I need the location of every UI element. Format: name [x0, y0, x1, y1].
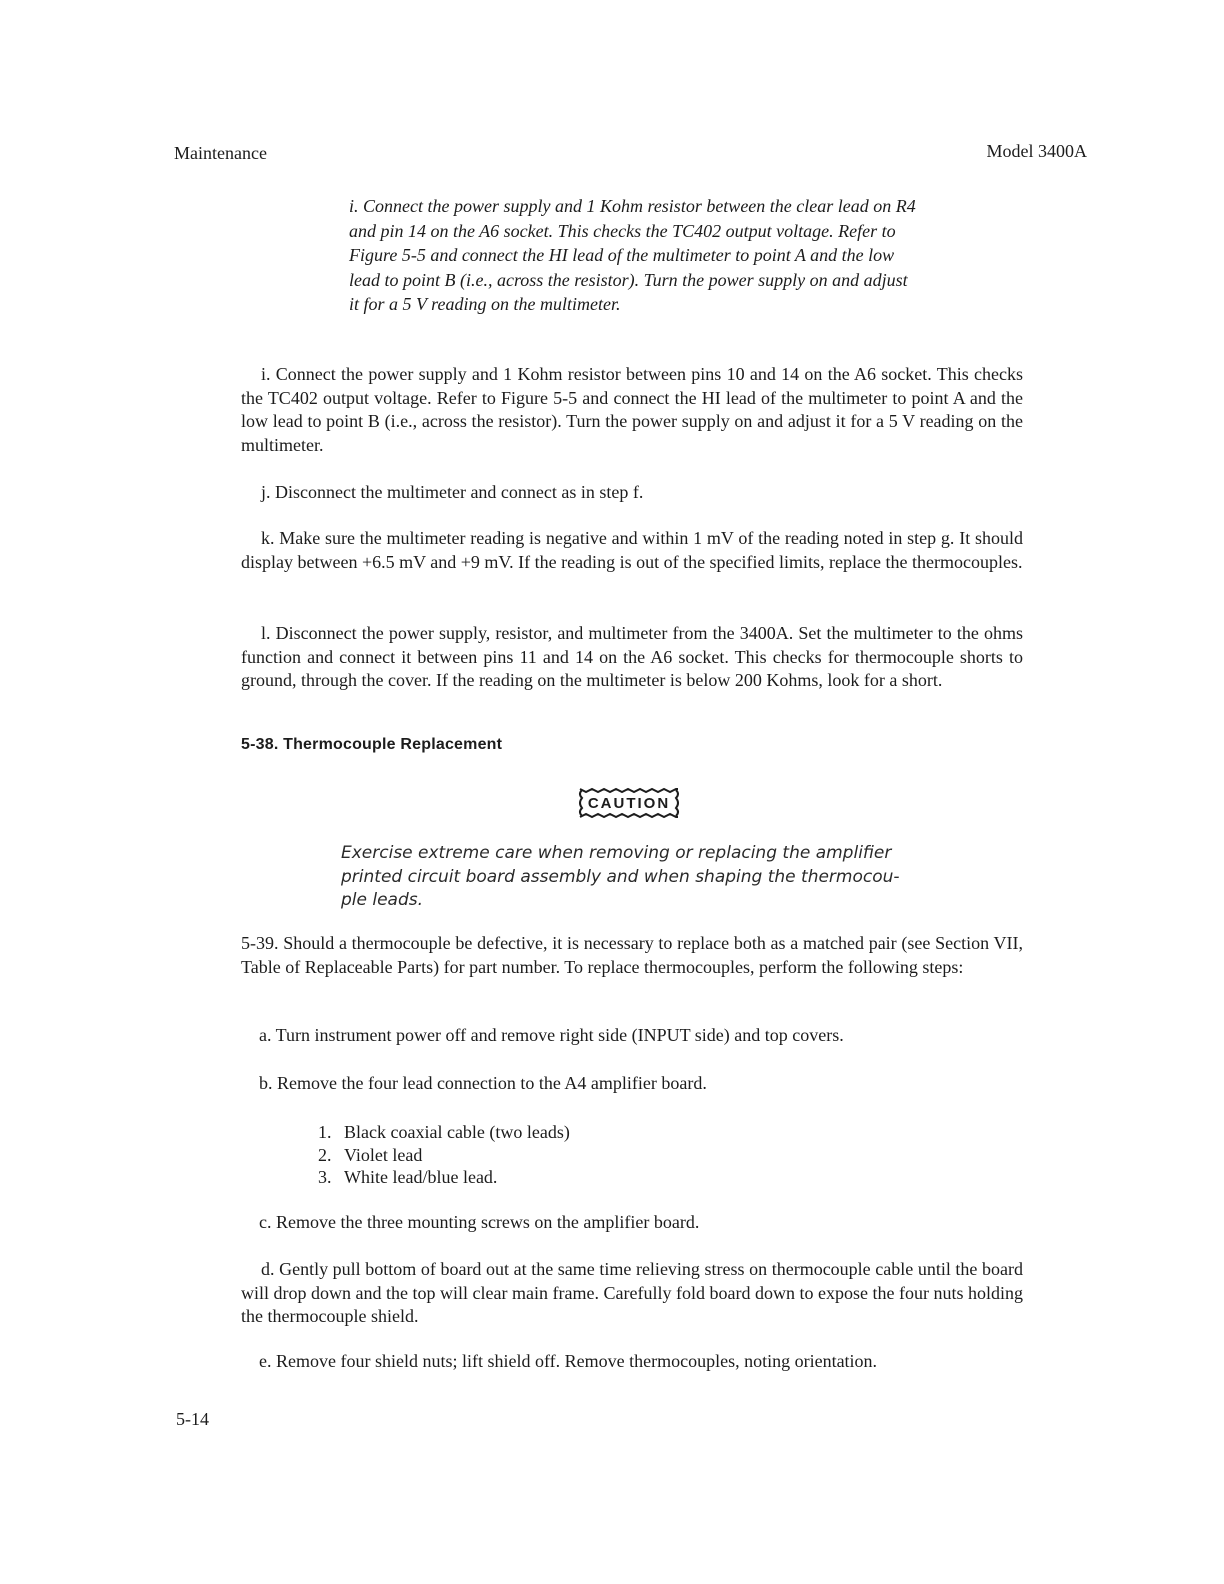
step-b: b. Remove the four lead connection to the A4 amplifier board. — [259, 1073, 707, 1093]
struck-step-i-italic: i. Connect the power supply and 1 Kohm resistor between the clear lead on R4 and pin 14 on the A6 socket. This checks the TC402 output voltage. Refer to Figure 5-5 and connect the HI lead of the multimeter to point A and the low lead to point B (i.e., across the resistor). Turn the power supply on and adjust it for a 5 V reading on the multimeter. — [349, 196, 916, 314]
step-l-text: l. Disconnect the power supply, resistor, and multimeter from the 3400A. Set the multimeter to the ohms function and connect it between pins 11 and 14 on the A6 socket. This checks for thermocouple shorts to ground, through the cover. If the reading on the multimeter is below 200 Kohms, look for a short. — [241, 623, 1023, 690]
step-c: c. Remove the three mounting screws on the amplifier board. — [259, 1212, 700, 1232]
step-i-paragraph — [241, 363, 1023, 457]
step-j-text: j. Disconnect the multimeter and connect as in step f. — [261, 482, 644, 502]
running-header-model: Model 3400A — [986, 141, 1087, 161]
step-j-paragraph — [241, 481, 1023, 505]
section-heading: 5-38. Thermocouple Replacement — [241, 736, 503, 753]
step-l-paragraph — [241, 622, 1023, 693]
caution-text: Exercise extreme care when removing or replacing the amplifier printed circuit board assembly and when shaping the thermocou-ple leads. — [341, 843, 900, 910]
running-header-section: Maintenance — [174, 143, 267, 163]
step-d-text: d. Gently pull bottom of board out at the same time relieving stress on thermocouple cable until the board will drop down and the top will clear main frame. Carefully fold board down to expose the four nuts holding the thermocouple shield. — [241, 1259, 1023, 1326]
step-k-text: k. Make sure the multimeter reading is negative and within 1 mV of the reading noted in step g. It should display between +6.5 mV and +9 mV. If the reading is out of the specified limits, replace the thermocouples. — [241, 528, 1023, 572]
list-item: 3. White lead/blue lead. — [318, 1167, 498, 1187]
step-i-text: i. Connect the power supply and 1 Kohm resistor between pins 10 and 14 on the A6 socket. This checks the TC402 output voltage. Refer to Figure 5-5 and connect the HI lead of the multimeter to point A and the low lead to point B (i.e., across the resistor). Turn the power supply on and adjust it for a 5 V reading on the multimeter. — [241, 364, 1023, 455]
caution-box — [576, 786, 682, 820]
step-d-paragraph — [241, 1258, 1023, 1329]
list-item: 2. Violet lead — [318, 1144, 423, 1165]
step-e: e. Remove four shield nuts; lift shield off. Remove thermocouples, noting orientation. — [259, 1351, 878, 1371]
step-k-paragraph — [241, 527, 1023, 574]
list-item: 1. Black coaxial cable (two leads) — [318, 1122, 570, 1142]
lead-list — [318, 1121, 570, 1189]
paragraph-5-39: 5-39. Should a thermocouple be defective, it is necessary to replace both as a matched pair (see Section VII, Table of Replaceable Parts) for part number. To replace thermocouples, perform the following steps: — [241, 933, 1023, 977]
caution-label: CAUTION — [587, 794, 671, 812]
step-a: a. Turn instrument power off and remove right side (INPUT side) and top covers. — [259, 1025, 844, 1045]
page-number: 5-14 — [176, 1409, 209, 1429]
